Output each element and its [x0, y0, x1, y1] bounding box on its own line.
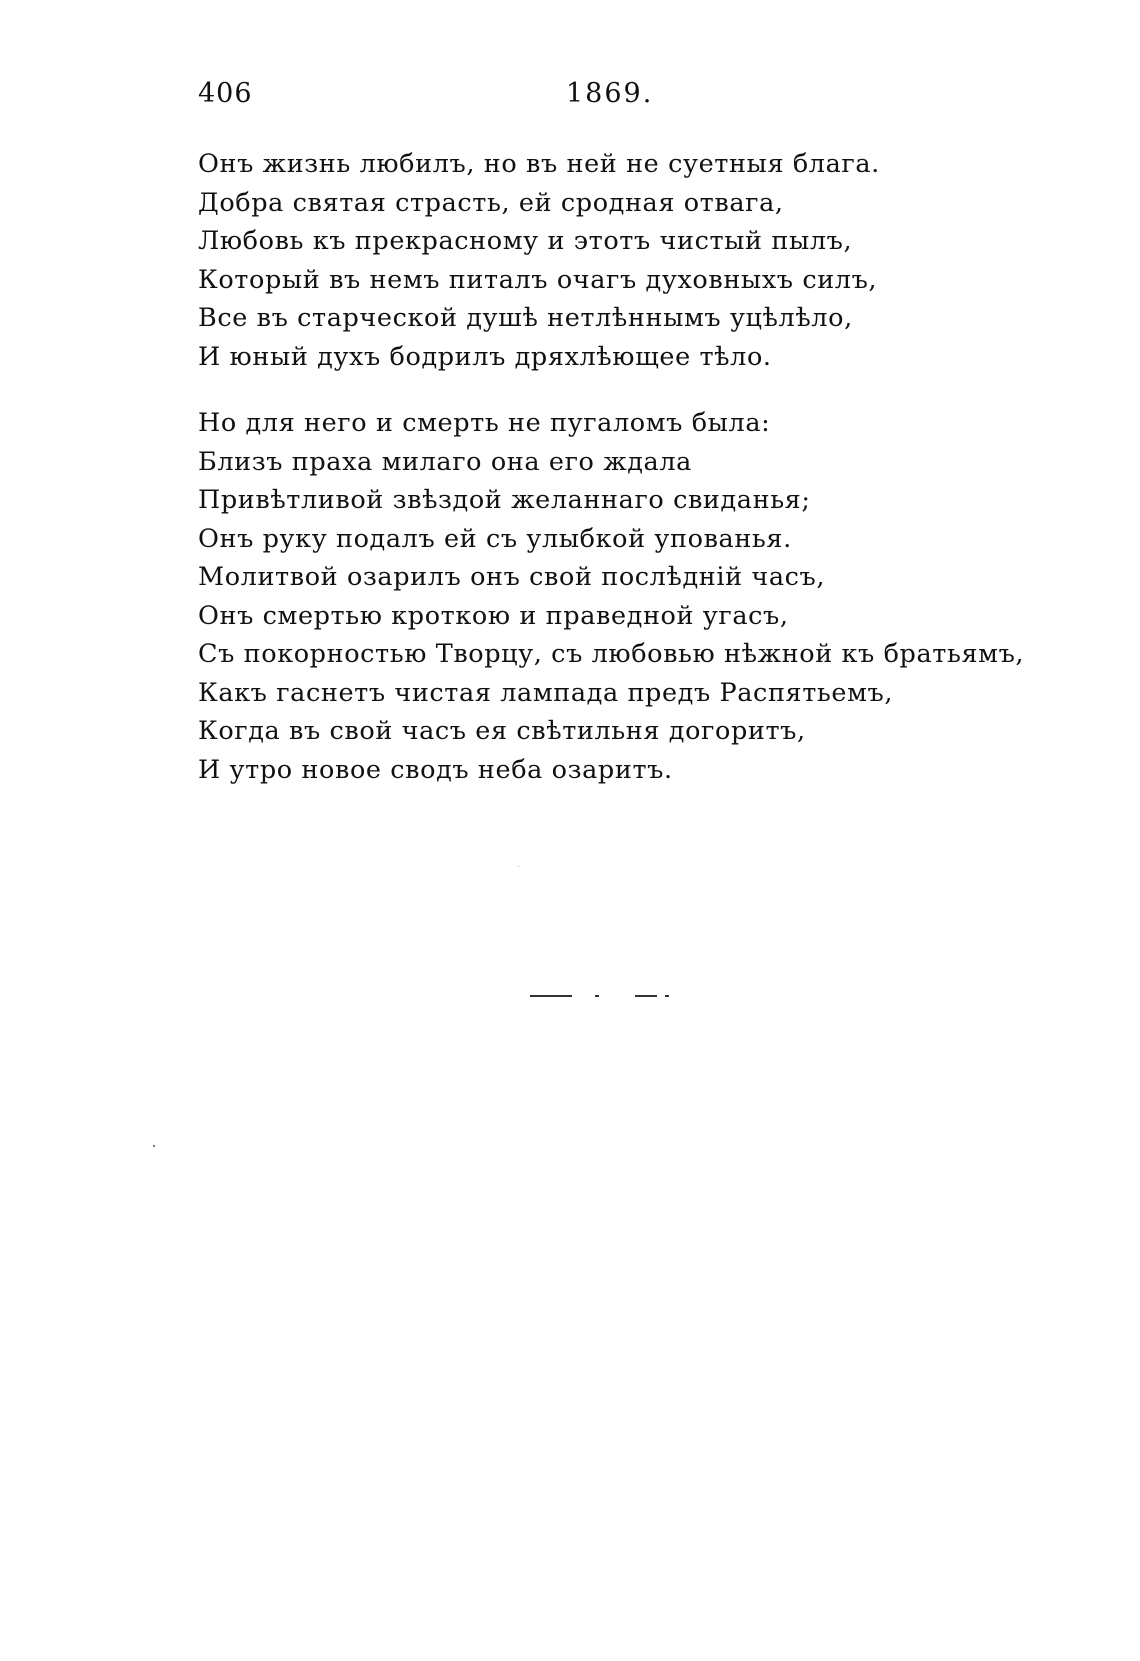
poem-line: Добра святая страсть, ей сродная отвага, — [198, 187, 784, 218]
separator-dash — [635, 995, 657, 997]
section-separator-rule — [530, 995, 670, 999]
poem-line: Но для него и смерть не пугаломъ была: — [198, 408, 771, 438]
stanza — [198, 145, 1078, 376]
poem-text — [198, 145, 1078, 817]
running-head-year: 1869. — [566, 78, 654, 109]
separator-dot — [595, 995, 599, 997]
poem-line: И утро новое сводъ неба озаритъ. — [198, 754, 673, 785]
poem-line: Привѣтливой звѣздой желаннаго свиданья; — [198, 485, 811, 515]
poem-line: Все въ старческой душѣ нетлѣннымъ уцѣлѣло, — [198, 303, 853, 333]
print-speck — [153, 1145, 155, 1147]
poem-line: Который въ немъ питалъ очагъ духовныхъ силъ, — [198, 264, 878, 295]
poem-line: Молитвой озарилъ онъ свой послѣдній часъ, — [198, 562, 826, 592]
poem-line: Любовь къ прекрасному и этотъ чистый пылъ, — [198, 226, 853, 256]
poem-line: Какъ гаснетъ чистая лампада предъ Распятьемъ, — [198, 677, 894, 708]
poem-line: Съ покорностью Творцу, съ любовью нѣжной къ братьямъ, — [198, 639, 1025, 669]
poem-line: Онъ жизнь любилъ, но въ ней не суетныя блага. — [198, 149, 880, 179]
page-header — [198, 78, 838, 118]
separator-dash — [530, 995, 572, 997]
page-number: 406 — [198, 78, 253, 109]
separator-dot — [665, 995, 669, 997]
print-speck — [518, 866, 519, 867]
poem-line: И юный духъ бодрилъ дряхлѣющее тѣло. — [198, 341, 772, 372]
stanza — [198, 404, 1078, 789]
poem-line: Онъ смертью кроткою и праведной угасъ, — [198, 600, 789, 631]
poem-line: Когда въ свой часъ ея свѣтильня догоритъ, — [198, 716, 806, 746]
poem-line: Онъ руку подалъ ей съ улыбкой упованья. — [198, 523, 792, 554]
poem-line: Близъ праха милаго она его ждала — [198, 446, 692, 477]
